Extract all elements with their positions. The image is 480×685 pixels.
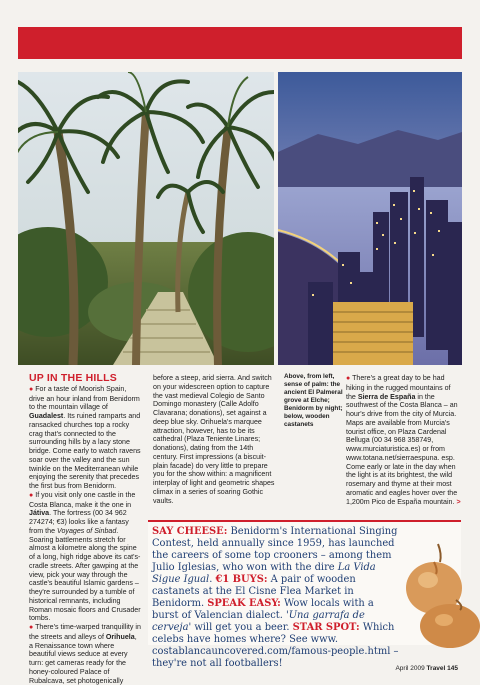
label-star-spot: STAR SPOT: — [292, 622, 360, 633]
palm-grove-photo — [18, 72, 274, 365]
castanets-image — [398, 540, 480, 650]
header-red-band — [18, 27, 462, 59]
label-say-cheese: SAY CHEESE: — [152, 526, 228, 537]
paragraph-sierra-espana: ● There's a great day to be had hiking in the rugged mountains of the Sierra de España in the southwest of the Costa Blanca – an hour's drive from the city of Murcia. Maps are available from Murcia's tourist office, on Plaza Cardenal Belluga (00 34 968 358749, www.murciaturistica.es) or from www.totana.net/sierraespuna. esp. Come early or late in the day when the light is at its brightest, the wild rosemary and thyme at their most aromatic and eagles hover over the 1,200m Pico de España mountain. > — [346, 374, 461, 506]
bullet-icon: ● — [346, 375, 351, 382]
paragraph-orihuela-continued: before a steep, arid sierra. And switch on your widescreen option to capture the vast medieval Colegio de Santo Domingo monastery (Calle Adolfo Clavarana; donations), set against a deep blue sky. Orihuela's marquee attraction, however, has to be its cathedral (Plaza Teniente Linares; donations), dating from the 14th century. First impressions (a biscuit-plain facade) do very little to prepare you for the show within: a magnificent interplay of light and geometric shapes climax in a series of soaring Gothic vaults. — [153, 374, 275, 505]
page-number: Travel 145 — [426, 665, 458, 672]
fact-box-text: SAY CHEESE: Benidorm's International Singing Contest, held annually since 1959, has launched the careers of some top crooners – among them Julio Iglesias, who won with the dire La Vida Sigue Igual. €1 BUYS: A pair of wooden castanets at the El Cisne Flea Market in Benidorm. SPEAK EASY: Wow locals with a burst of Valencian dialect. 'Una garrafa de cerveja' will get you a beer. STAR SPOT: Which celebs have homes where? See www. costablancauncovered.com/famous-people.html – they're not all footballers! — [152, 526, 399, 669]
paragraph-jativa: ● If you visit only one castle in the Costa Blanca, make it the one in Játiva. The fortress (00 34 962 274274; €3) looks like a fantasy from the Voyages of Sinbad. Soaring battlements stretch for almost a kilometre along the spine of a long, high ridge above its cat's-cradle streets. After gawping at the view, pick your way through the castle's beautiful Islamic gardens – they're surrounded by a tumble of historical remnants, including Roman mosaic floors and Crusader tombs. — [29, 490, 141, 623]
paragraph-orihuela: ● There's time-warped tranquillity in the streets and alleys of Orihuela, a Renaissance town where beautiful views seduce at every turn: get cameras ready for the honey-coloured Palace of Rubalcava, set photogenically — [29, 623, 141, 685]
label-one-euro-buys: €1 BUYS: — [215, 574, 268, 585]
page-footer — [395, 665, 458, 672]
section-heading: UP IN THE HILLS — [29, 372, 117, 384]
bullet-icon: ● — [29, 624, 34, 631]
issue-date: April 2009 — [395, 665, 425, 672]
paragraph-guadalest: ● For a taste of Moorish Spain, drive an hour inland from Benidorm to the mountain village of Guadalest. Its ruined ramparts and ransacked churches top a rocky crag that's connected to the surrounding hills by a lacy stone bridge. Come early to watch ravens soar over the valley and the sun twinkle on the Mediterranean while enjoying the serenity that precedes the first bus from Benidorm. — [29, 384, 141, 490]
bullet-icon: ● — [29, 385, 34, 393]
column-4 — [346, 374, 462, 506]
bullet-icon: ● — [29, 491, 34, 499]
label-speak-easy: SPEAK EASY: — [207, 598, 281, 609]
column-2 — [153, 374, 277, 505]
benidorm-night-photo — [278, 72, 462, 365]
column-1 — [29, 374, 141, 685]
photo-caption: Above, from left, sense of palm: the ancient El Palmeral grove at Elche; Benidorm by night; below, wooden castanets — [284, 373, 343, 428]
continue-arrow-icon: > — [456, 497, 461, 506]
